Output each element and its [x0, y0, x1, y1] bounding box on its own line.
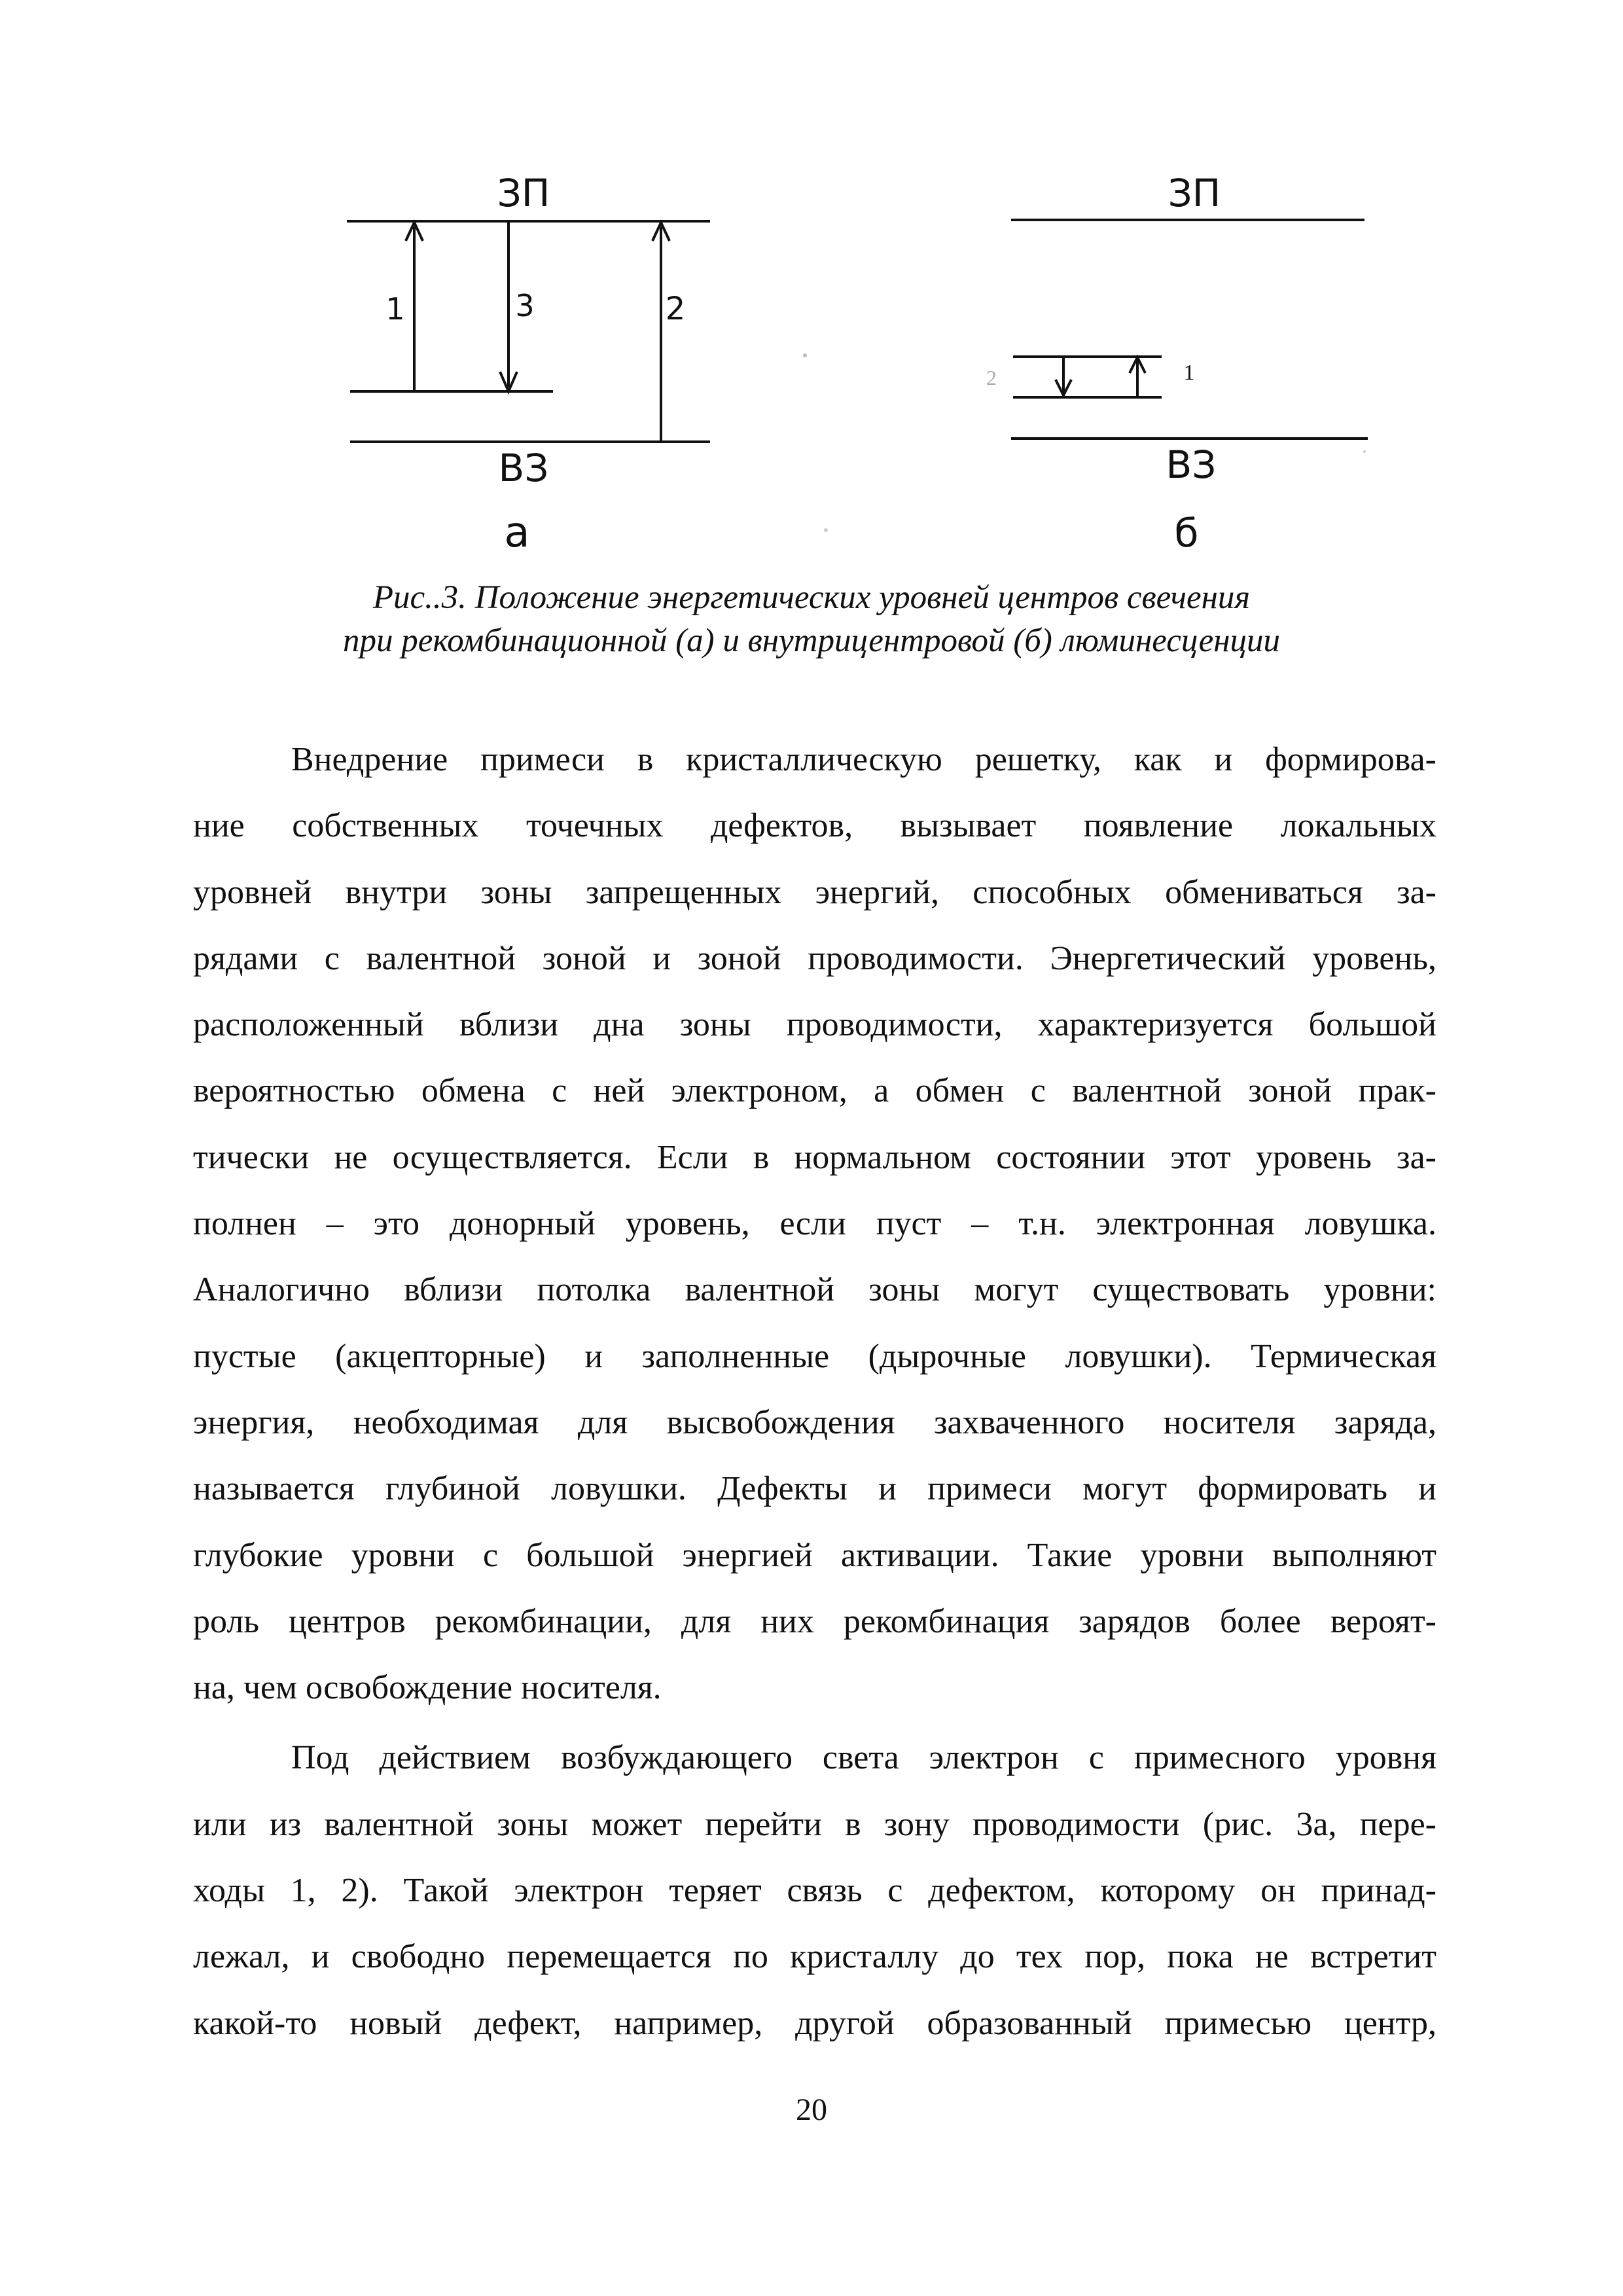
- page-number: 20: [796, 2092, 827, 2127]
- paragraph-line: ние собственных точечных дефектов, вызывает появление локальных: [193, 807, 1436, 845]
- paragraph-line: пустые (акцепторные) и заполненные (дырочные ловушки). Термическая: [193, 1337, 1436, 1375]
- energy-level-diagrams: [0, 0, 1623, 576]
- paragraph-line: ходы 1, 2). Такой электрон теряет связь с дефектом, которому он принад-: [193, 1872, 1436, 1910]
- paragraph-line: глубокие уровни с большой энергией активации. Такие уровни выполняют: [193, 1536, 1436, 1574]
- diagram-b-right-mark: 1: [1183, 361, 1195, 385]
- diagram-a-transition-3-label: 3: [515, 288, 535, 323]
- diagram-b-top-band-label: ЗП: [1168, 171, 1221, 215]
- paragraph-line: тически не осуществляется. Если в нормальном состоянии этот уровень за-: [193, 1138, 1436, 1176]
- figure-caption-line-1: Рис..3. Положение энергетических уровней центров свечения: [372, 579, 1251, 616]
- diagram-a-transition-1-label: 1: [385, 291, 405, 327]
- diagram-b: [1011, 220, 1368, 439]
- paragraph-line: расположенный вблизи дна зоны проводимости, характеризуется большой: [193, 1006, 1436, 1044]
- diagram-b-panel-label: б: [1174, 511, 1199, 556]
- paragraph-line: вероятностью обмена с ней электроном, а обмен с валентной зоной прак-: [193, 1072, 1436, 1110]
- paragraph-1: [193, 726, 1436, 1721]
- scan-speck: [824, 528, 828, 532]
- scan-speck: [1363, 450, 1366, 453]
- paragraph-line: энергия, необходимая для высвобождения захваченного носителя заряда,: [193, 1403, 1436, 1441]
- paragraph-line: Внедрение примеси в кристаллическую решетку, как и формирова-: [291, 741, 1436, 778]
- paragraph-2: [193, 1725, 1436, 2056]
- paragraph-line: уровней внутри зоны запрещенных энергий, способных обмениваться за-: [193, 873, 1436, 911]
- paragraph-line: или из валентной зоны может перейти в зону проводимости (рис. 3а, пере-: [193, 1805, 1436, 1843]
- paragraph-line: какой-то новый дефект, например, другой образованный примесью центр,: [193, 2004, 1436, 2042]
- body-text: [193, 726, 1436, 2056]
- paragraph-line: полнен – это донорный уровень, если пуст – т.н. электронная ловушка.: [193, 1205, 1436, 1243]
- paragraph-line: Аналогично вблизи потолка валентной зоны могут существовать уровни:: [193, 1271, 1436, 1309]
- figure-caption-line-2: при рекомбинационной (а) и внутрицентровой (б) люминесценции: [342, 622, 1281, 659]
- figure-energy-levels: [0, 0, 1623, 576]
- paragraph-line: на, чем освобождение носителя.: [193, 1669, 662, 1707]
- paragraph-line: лежал, и свободно перемещается по кристаллу до тех пор, пока не встретит: [193, 1938, 1436, 1976]
- scan-speck: [803, 353, 807, 357]
- paragraph-line: роль центров рекомбинации, для них рекомбинация зарядов более вероят-: [193, 1602, 1436, 1640]
- diagram-a-bottom-band-label: ВЗ: [498, 446, 549, 490]
- diagram-a-top-band-label: ЗП: [497, 171, 550, 215]
- diagram-a: [347, 221, 710, 442]
- diagram-b-bottom-band-label: ВЗ: [1166, 442, 1217, 487]
- diagram-b-left-mark: 2: [986, 366, 997, 389]
- diagram-a-panel-label: а: [504, 509, 530, 557]
- paragraph-line: Под действием возбуждающего света электрон с примесного уровня: [291, 1739, 1436, 1777]
- diagram-a-transition-2-label: 2: [665, 291, 686, 327]
- paragraph-line: называется глубиной ловушки. Дефекты и примеси могут формировать и: [193, 1470, 1436, 1508]
- paragraph-line: рядами с валентной зоной и зоной проводимости. Энергетический уровень,: [193, 939, 1436, 977]
- figure-caption: [196, 576, 1427, 662]
